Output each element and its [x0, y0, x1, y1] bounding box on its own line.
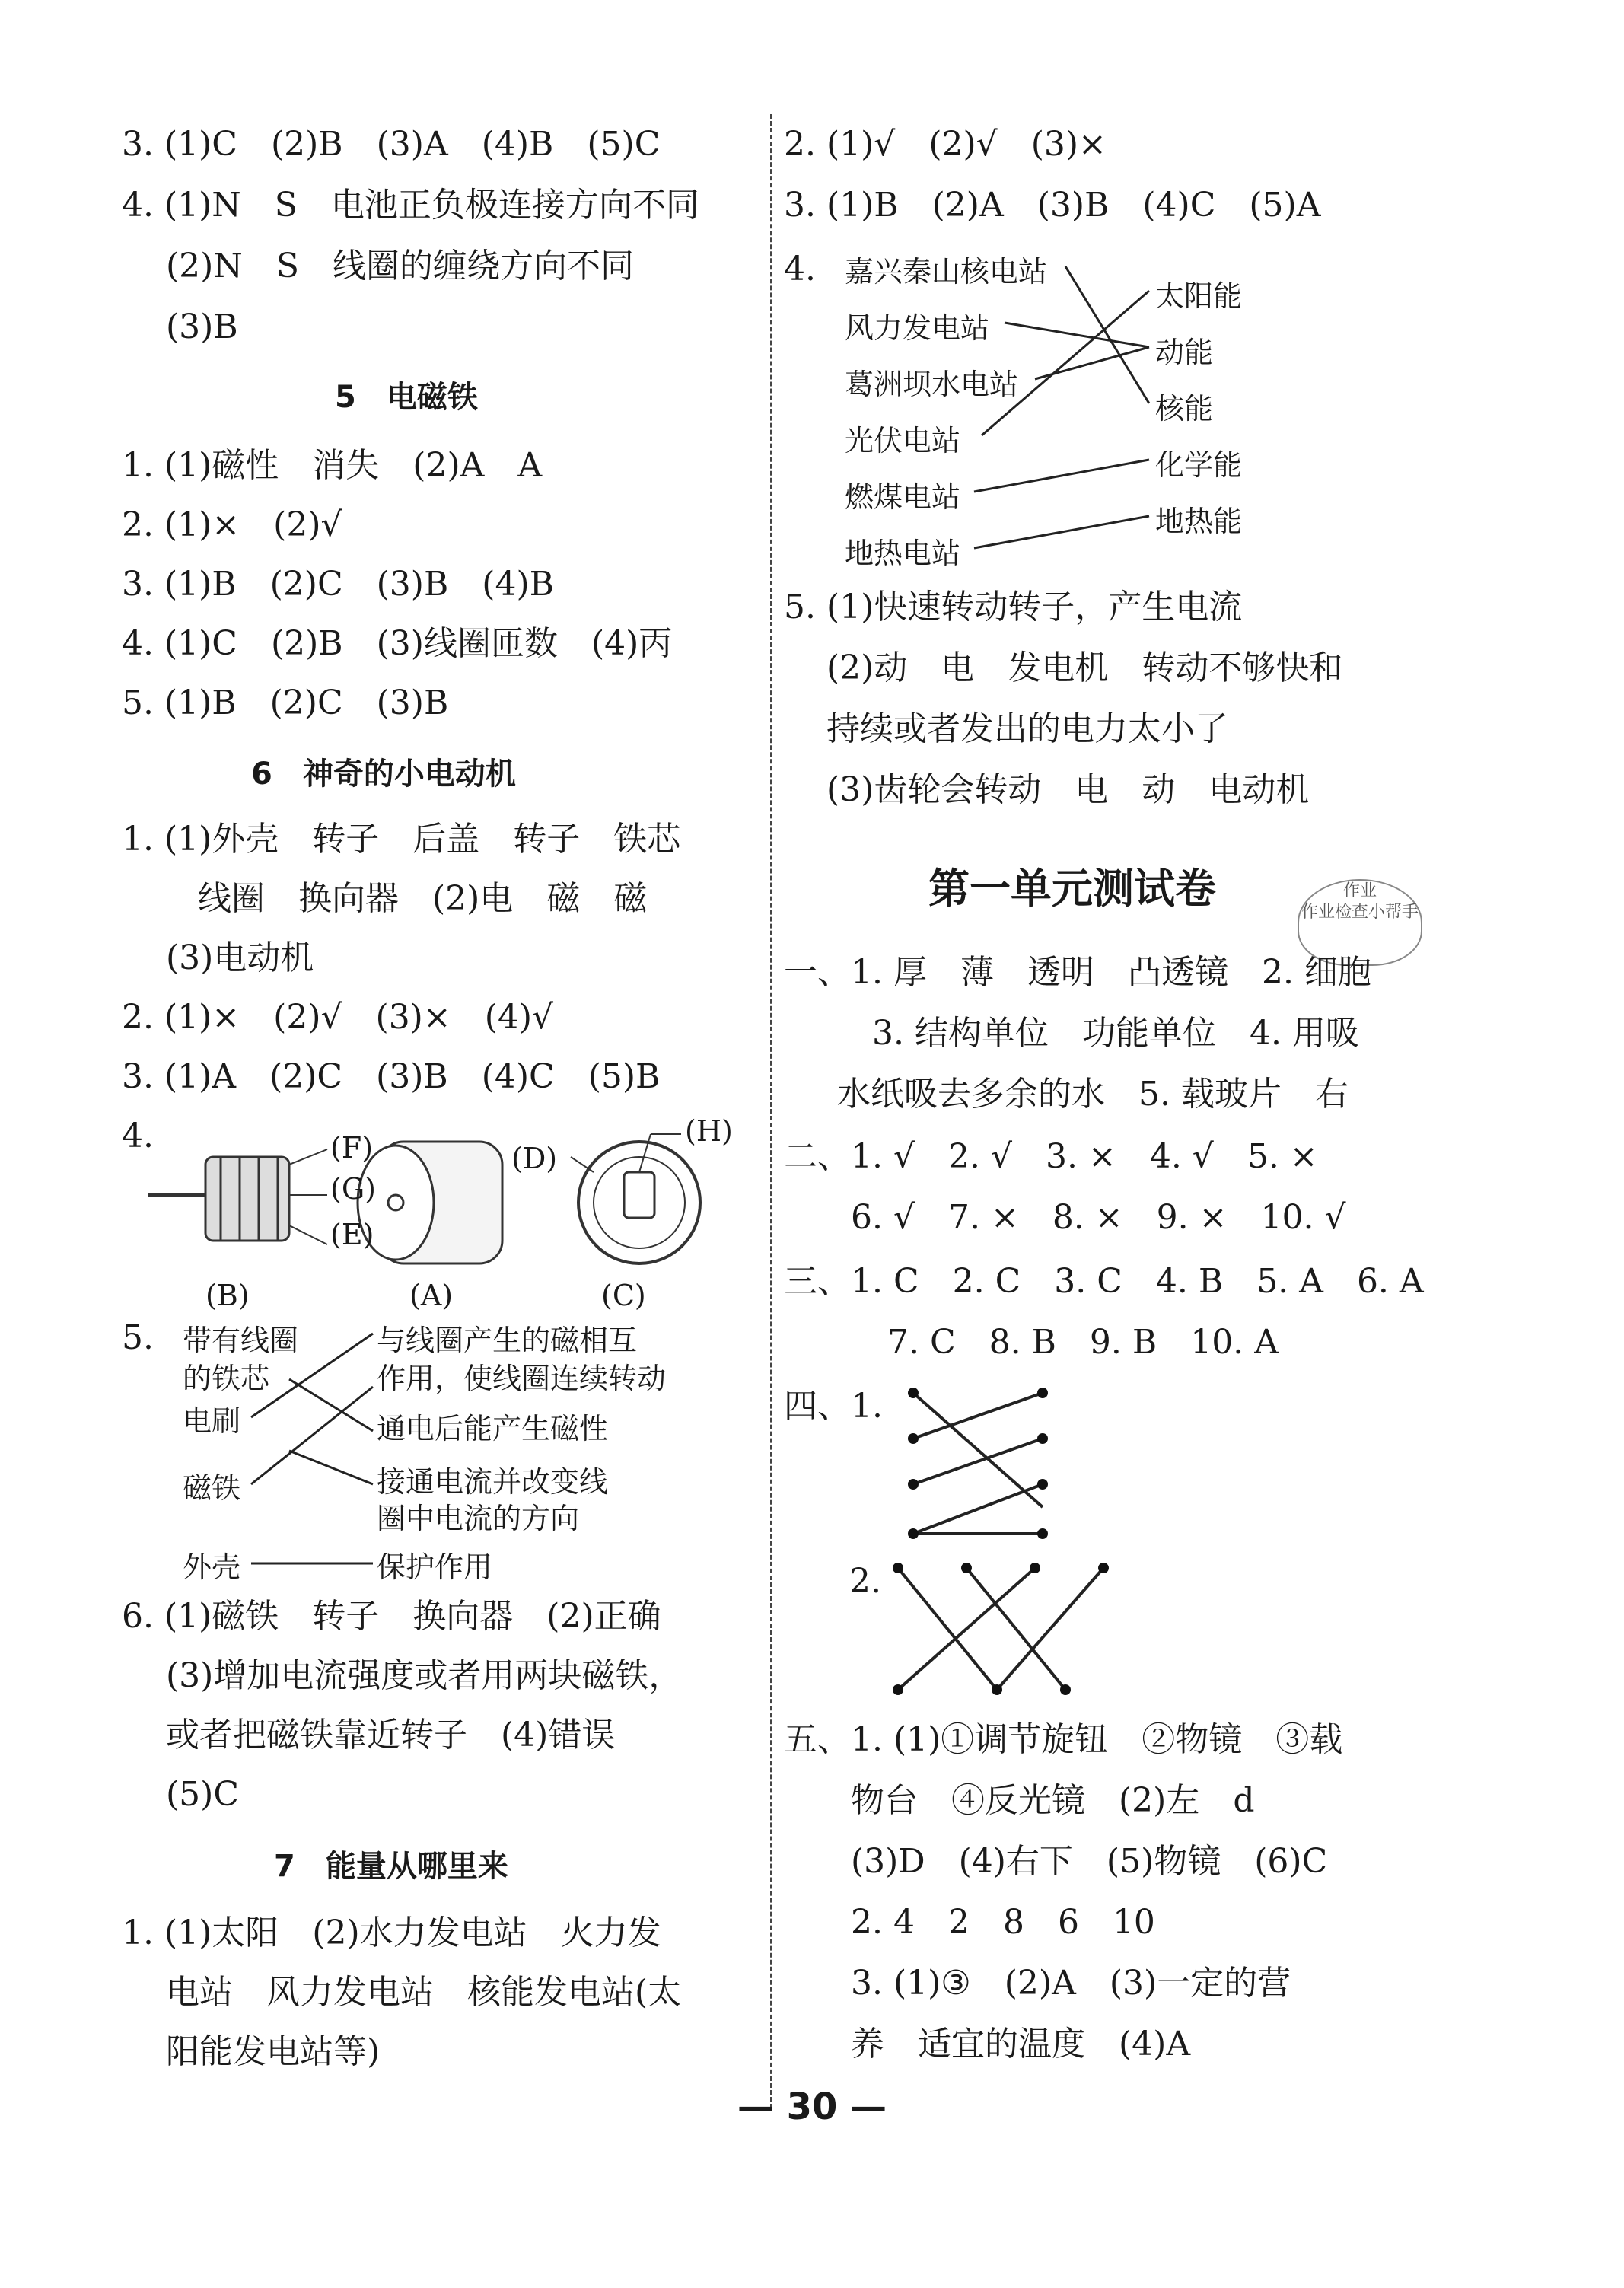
- t2-line-2: 6. √ 7. × 8. × 9. × 10. √: [851, 1198, 1346, 1237]
- match-left-1a: 带有线圈: [183, 1324, 299, 1357]
- s6b-line-3: 或者把磁铁靠近转子 (4)错误: [166, 1716, 616, 1754]
- t1-line-1: 一、1. 厚 薄 透明 凸透镜 2. 细胞: [784, 953, 1371, 992]
- t2-line-1: 二、1. √ 2. √ 3. × 4. √ 5. ×: [784, 1137, 1318, 1176]
- match-right-1a: 与线圈产生的磁相互: [377, 1324, 638, 1357]
- right-q4-label: 4.: [784, 250, 816, 288]
- match-left-1b: 的铁芯: [183, 1362, 270, 1395]
- fig-label-g: (G): [330, 1172, 377, 1206]
- t4-label: 四、1.: [784, 1387, 883, 1426]
- match-right-4: 保护作用: [377, 1550, 493, 1584]
- t1-line-3: 水纸吸去多余的水 5. 载玻片 右: [837, 1075, 1349, 1114]
- s5-line-4: 4. (1)C (2)B (3)线圈匝数 (4)丙: [122, 624, 673, 663]
- match-left-4: 外壳: [183, 1550, 241, 1584]
- fig-label-h: (H): [685, 1114, 733, 1148]
- section-title-5: 5 电磁铁: [335, 380, 478, 415]
- energy-4: 化学能: [1155, 448, 1243, 482]
- right-s5-line-1: 5. (1)快速转动转子，产生电流: [784, 588, 1243, 626]
- s7-line-1: 1. (1)太阳 (2)水力发电站 火力发: [122, 1914, 661, 1952]
- matching-lines-q4-energy: [0, 0, 1624, 578]
- match-right-3b: 圈中电流的方向: [377, 1502, 580, 1535]
- s5-line-5: 5. (1)B (2)C (3)B: [122, 684, 449, 722]
- dot-matching-figure-1: [898, 1385, 1081, 1545]
- station-3: 葛洲坝水电站: [845, 368, 1019, 401]
- page-number: — 30 —: [737, 2086, 887, 2128]
- fig-label-d: (D): [511, 1142, 558, 1175]
- fig-label-c: (C): [601, 1279, 646, 1312]
- t5-line-4: 2. 4 2 8 6 10: [851, 1903, 1155, 1942]
- fig-label-f: (F): [330, 1131, 374, 1165]
- energy-5: 地热能: [1155, 505, 1243, 538]
- energy-3: 核能: [1155, 392, 1214, 425]
- t5-line-2: 物台 ④反光镜 (2)左 d: [851, 1781, 1255, 1820]
- q4-label: 4.: [122, 1117, 154, 1155]
- energy-1: 太阳能: [1155, 279, 1243, 313]
- t3-line-1: 三、1. C 2. C 3. C 4. B 5. A 6. A: [784, 1262, 1424, 1301]
- s6b-line-1: 6. (1)磁铁 转子 换向器 (2)正确: [122, 1597, 661, 1636]
- left-answer-4-1: 4. (1)N S 电池正负极连接方向不同: [122, 186, 699, 225]
- right-s5-line-3: 持续或者发出的电力太小了: [826, 709, 1228, 748]
- s5-line-3: 3. (1)B (2)C (3)B (4)B: [122, 565, 554, 604]
- right-s5-line-4: (3)齿轮会转动 电 动 电动机: [826, 770, 1310, 809]
- s7-line-3: 阳能发电站等): [166, 2032, 381, 2071]
- station-2: 风力发电站: [845, 311, 990, 345]
- section-title-7: 7 能量从哪里来: [274, 1849, 508, 1884]
- section-title-6: 6 神奇的小电动机: [251, 757, 516, 792]
- left-answer-4-2: (2)N S 线圈的缠绕方向不同: [166, 247, 634, 285]
- station-1: 嘉兴秦山核电站: [845, 255, 1048, 288]
- t5-line-1: 五、1. (1)①调节旋钮 ②物镜 ③载: [784, 1720, 1343, 1759]
- s7-line-2: 电站 风力发电站 核能发电站(太: [166, 1973, 682, 2012]
- s6-line-3: (3)电动机: [166, 938, 314, 977]
- s6-line-2: 线圈 换向器 (2)电 磁 磁: [198, 879, 648, 918]
- t5-line-6: 养 适宜的温度 (4)A: [851, 2025, 1191, 2063]
- t5-line-3: (3)D (4)右下 (5)物镜 (6)C: [851, 1842, 1328, 1881]
- t1-line-2: 3. 结构单位 功能单位 4. 用吸: [872, 1014, 1359, 1053]
- homework-helper-stamp: 作业 作业检查小帮手: [1298, 879, 1422, 966]
- dot-matching-figure-2: [883, 1553, 1142, 1705]
- match-left-3: 磁铁: [183, 1471, 241, 1505]
- fig-label-e: (E): [330, 1218, 374, 1251]
- fig-label-a: (A): [409, 1279, 454, 1312]
- match-right-2: 通电后能产生磁性: [377, 1412, 609, 1445]
- q5-label: 5.: [122, 1318, 154, 1357]
- s6-line-1: 1. (1)外壳 转子 后盖 转子 铁芯: [122, 820, 681, 859]
- right-answer-2: 2. (1)√ (2)√ (3)×: [784, 125, 1107, 164]
- match-right-1b: 作用，使线圈连续转动: [377, 1362, 667, 1395]
- energy-2: 动能: [1155, 336, 1214, 369]
- s6b-line-2: (3)增加电流强度或者用两块磁铁，: [166, 1656, 683, 1695]
- station-5: 燃煤电站: [845, 480, 961, 514]
- station-4: 光伏电站: [845, 424, 961, 457]
- fig-label-b: (B): [205, 1279, 250, 1312]
- match-left-2: 电刷: [183, 1404, 241, 1438]
- s6-line-5: 3. (1)A (2)C (3)B (4)C (5)B: [122, 1057, 661, 1096]
- right-answer-3: 3. (1)B (2)A (3)B (4)C (5)A: [784, 186, 1321, 225]
- s6-line-4: 2. (1)× (2)√ (3)× (4)√: [122, 998, 554, 1037]
- test-title: 第一单元测试卷: [928, 865, 1216, 913]
- station-6: 地热电站: [845, 537, 961, 570]
- left-answer-3: 3. (1)C (2)B (3)A (4)B (5)C: [122, 125, 661, 164]
- s5-line-1: 1. (1)磁性 消失 (2)A A: [122, 446, 543, 485]
- t5-line-5: 3. (1)③ (2)A (3)一定的营: [851, 1964, 1291, 2003]
- right-s5-line-2: (2)动 电 发电机 转动不够快和: [826, 648, 1343, 687]
- t4-2-label: 2.: [849, 1562, 881, 1601]
- match-right-3a: 接通电流并改变线: [377, 1465, 609, 1499]
- t3-line-2: 7. C 8. B 9. B 10. A: [887, 1323, 1279, 1362]
- left-answer-4-3: (3)B: [166, 308, 238, 346]
- s5-line-2: 2. (1)× (2)√: [122, 505, 342, 544]
- s6b-line-4: (5)C: [166, 1775, 239, 1814]
